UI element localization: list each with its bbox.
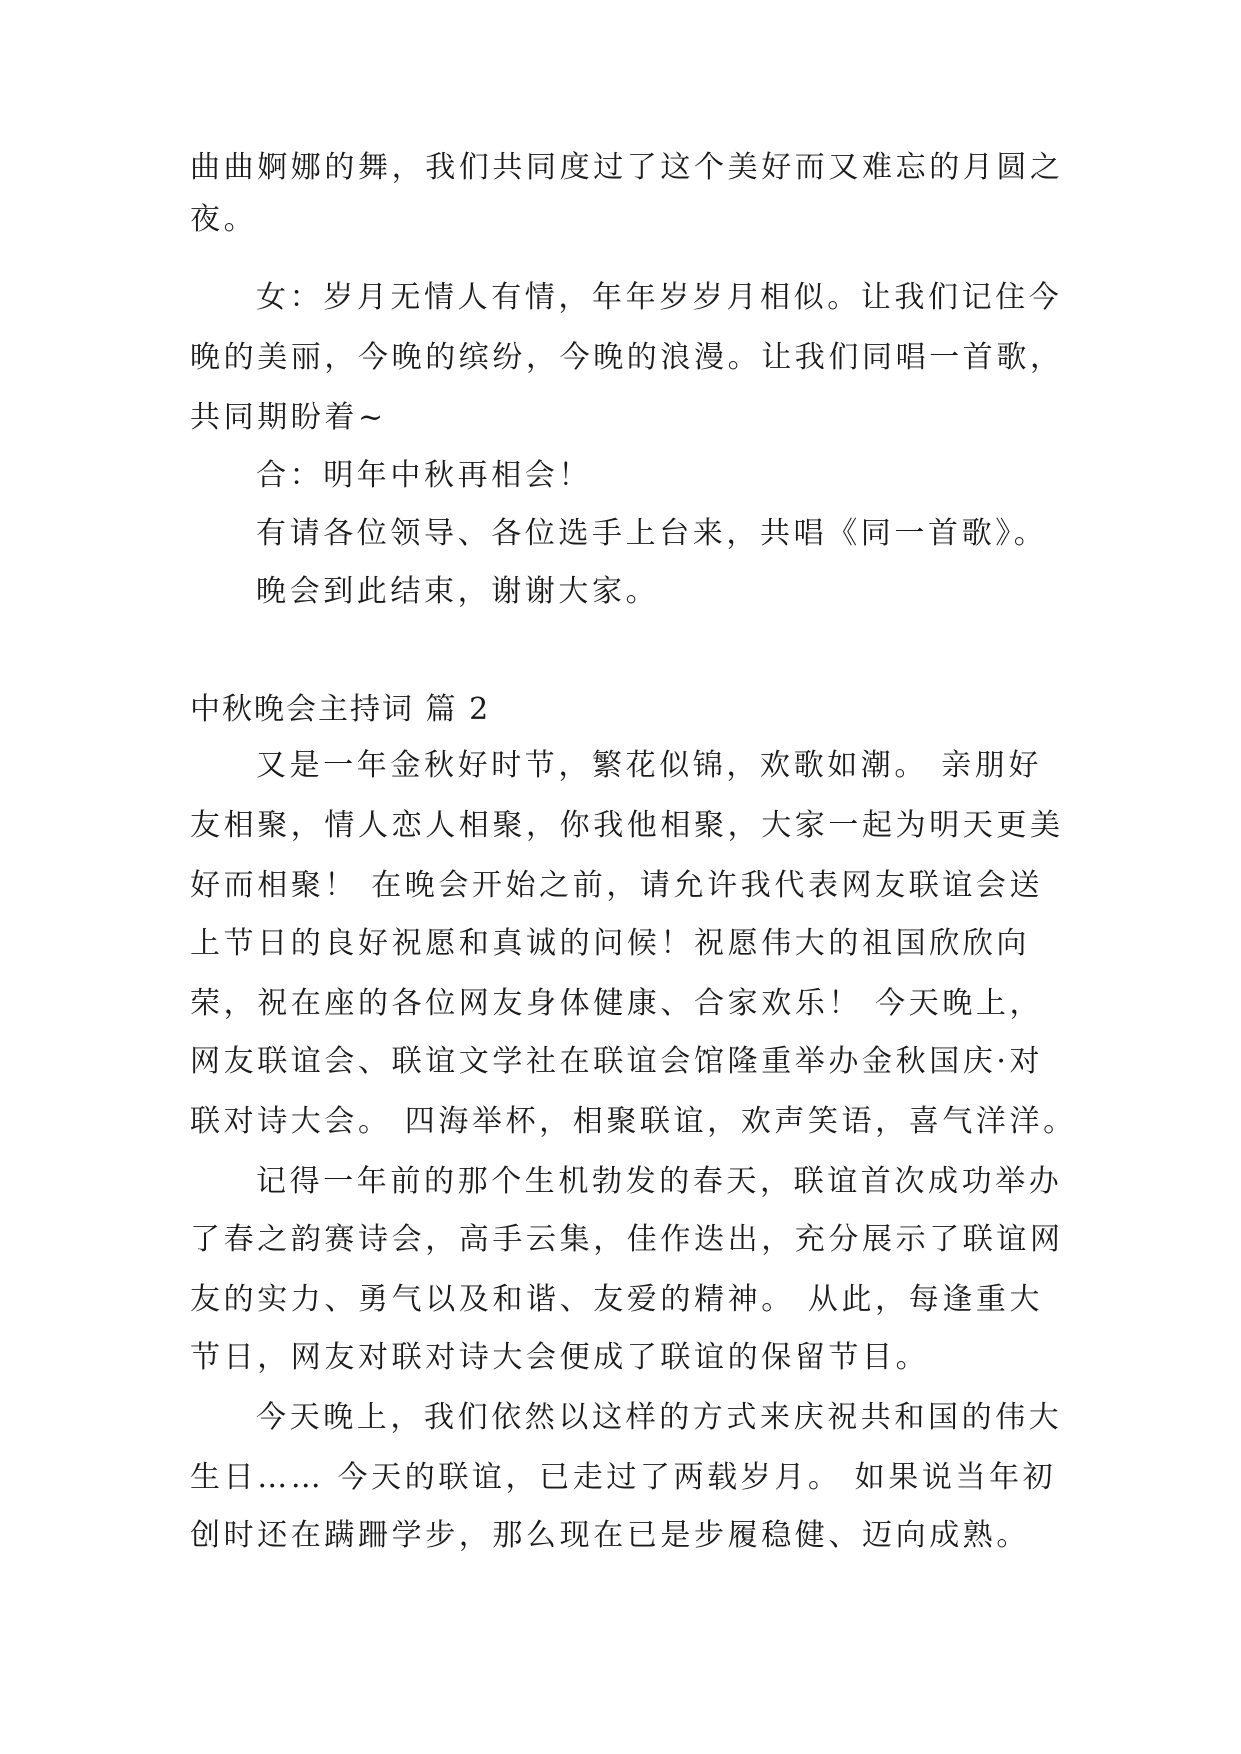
text-line: 记得一年前的那个生机勃发的春天，联谊首次成功举办	[256, 1164, 1063, 1199]
text-line: 了春之韵赛诗会，高手云集，佳作迭出，充分展示了联谊网	[190, 1222, 1064, 1257]
text-line: 联对诗大会。 四海举杯，相聚联谊，欢声笑语，喜气洋洋。	[190, 1104, 1077, 1139]
text-line: 又是一年金秋好时节，繁花似锦，欢歌如潮。 亲朋好	[256, 748, 1042, 783]
text-line: 合：明年中秋再相会！	[256, 458, 592, 493]
section-heading: 中秋晚会主持词 篇 2	[190, 692, 491, 727]
text-line: 创时还在蹒跚学步，那么现在已是步履稳健、迈向成熟。	[190, 1518, 1030, 1553]
text-line: 荣，祝在座的各位网友身体健康、合家欢乐！ 今天晚上，	[190, 986, 1044, 1021]
text-line: 有请各位领导、各位选手上台来，共唱《同一首歌》。	[256, 516, 1048, 551]
text-line: 生日…… 今天的联谊，已走过了两载岁月。 如果说当年初	[190, 1460, 1057, 1495]
text-line: 好而相聚！ 在晚会开始之前，请允许我代表网友联谊会送	[190, 868, 1044, 903]
text-line: 节日，网友对联对诗大会便成了联谊的保留节目。	[190, 1340, 930, 1375]
text-line: 今天晚上，我们依然以这样的方式来庆祝共和国的伟大	[256, 1400, 1063, 1435]
text-line: 曲曲婀娜的舞，我们共同度过了这个美好而又难忘的月圆之	[190, 150, 1064, 185]
text-line: 友的实力、勇气以及和谐、友爱的精神。 从此，每逢重大	[190, 1282, 1044, 1317]
text-line: 女：岁月无情人有情，年年岁岁月相似。让我们记住今	[256, 280, 1063, 315]
text-line: 上节日的良好祝愿和真诚的问候！祝愿伟大的祖国欣欣向	[190, 926, 1030, 961]
text-line: 共同期盼着~	[190, 400, 387, 435]
text-line: 网友联谊会、联谊文学社在联谊会馆隆重举办金秋国庆·对	[190, 1044, 1044, 1079]
text-line: 夜。	[190, 202, 258, 237]
text-line: 晚会到此结束，谢谢大家。	[256, 574, 660, 609]
text-line: 友相聚，情人恋人相聚，你我他相聚，大家一起为明天更美	[190, 808, 1064, 843]
text-line: 晚的美丽，今晚的缤纷，今晚的浪漫。让我们同唱一首歌，	[190, 340, 1064, 375]
